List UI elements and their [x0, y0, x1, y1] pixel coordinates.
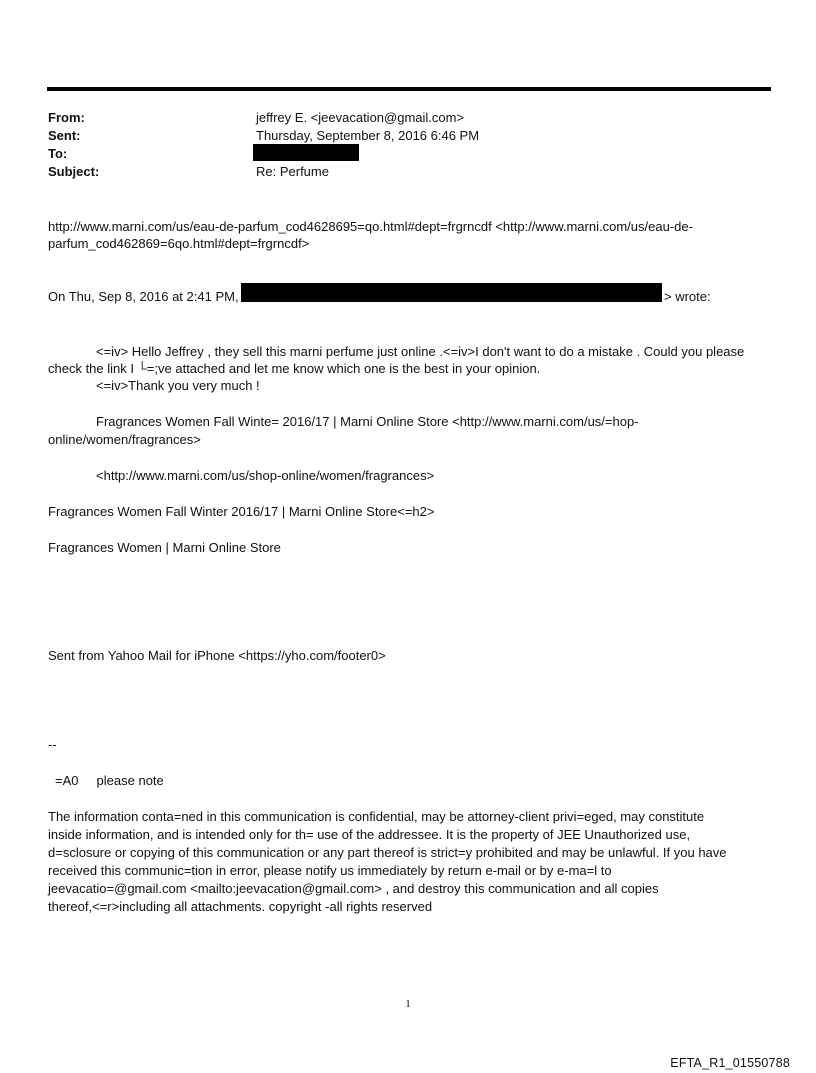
fragrance-line-2: online/women/fragrances> — [48, 432, 201, 447]
subject-label: Subject: — [48, 164, 100, 179]
perfume-link-line-1: http://www.marni.com/us/eau-de-parfum_cod4628695=qo.html#dept=frgrncdf <http://www.marni.com/us/eau-de- — [48, 219, 693, 234]
from-label: From: — [48, 110, 85, 125]
disclaimer-line-3: d=sclosure or copying of this communication or any part thereof is strict=y prohibited and may be unlawful. If you have — [48, 845, 727, 860]
from-value: jeffrey E. <jeevacation@gmail.com> — [256, 110, 465, 125]
wrote-suffix: > wrote: — [664, 289, 711, 304]
disclaimer-line-2: inside information, and is intended only for th= use of the addressee. It is the property of JEE Unauthorized use, — [48, 827, 691, 842]
page-number: 1 — [405, 998, 411, 1010]
sender-redaction — [241, 283, 662, 302]
shop-link: <http://www.marni.com/us/shop-online/women/fragrances> — [96, 468, 435, 483]
please-note-line: =A0 please note — [55, 773, 164, 788]
disclaimer-line-5: jeevacatio=@gmail.com <mailto:jeevacation@gmail.com> , and destroy this communication and all copies — [48, 881, 659, 896]
subject-value: Re: Perfume — [256, 164, 329, 179]
document-id: EFTA_R1_01550788 — [670, 1056, 790, 1070]
header-rule — [47, 87, 771, 91]
disclaimer-line-6: thereof,<=r>including all attachments. copyright -all rights reserved — [48, 899, 433, 914]
to-redaction — [253, 144, 359, 161]
sent-label: Sent: — [48, 128, 81, 143]
disclaimer-line-4: received this communic=tion in error, please notify us immediately by return e-mail or by e-ma=l to — [48, 863, 612, 878]
sent-from-line: Sent from Yahoo Mail for iPhone <https://yho.com/footer0> — [48, 648, 386, 663]
quote-line-2: check the link I └=;ve attached and let me know which one is the best in your opinion. — [48, 361, 541, 376]
perfume-link-line-2: parfum_cod462869=6qo.html#dept=frgrncdf> — [48, 236, 310, 251]
quote-line-1: <=iv> Hello Jeffrey , they sell this marni perfume just online .<=iv>I don't want to do a mistake . Could you please — [96, 344, 745, 359]
fragrance-short: Fragrances Women | Marni Online Store — [48, 540, 281, 555]
signature-dashes: -- — [48, 737, 57, 752]
sent-value: Thursday, September 8, 2016 6:46 PM — [256, 128, 480, 143]
fragrance-h2: Fragrances Women Fall Winter 2016/17 | Marni Online Store<=h2> — [48, 504, 435, 519]
to-label: To: — [48, 146, 68, 161]
quote-line-3: <=iv>Thank you very much ! — [96, 378, 260, 393]
disclaimer-line-1: The information conta=ned in this communication is confidential, may be attorney-client privi=eged, may constitute — [48, 809, 705, 824]
fragrance-line-1: Fragrances Women Fall Winte= 2016/17 | Marni Online Store <http://www.marni.com/us/=hop- — [96, 414, 639, 429]
wrote-prefix: On Thu, Sep 8, 2016 at 2:41 PM, — [48, 289, 239, 304]
